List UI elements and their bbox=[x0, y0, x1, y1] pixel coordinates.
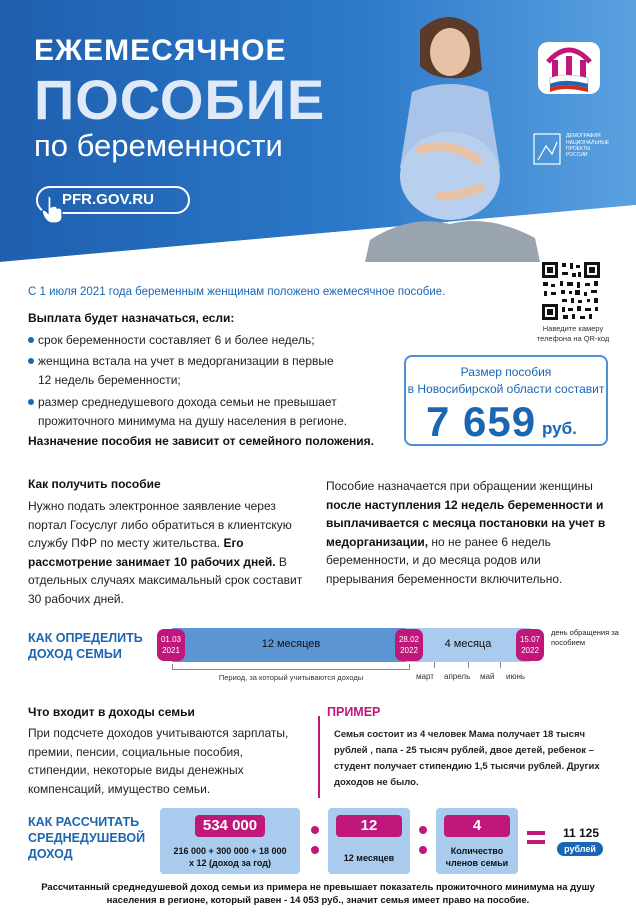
income-formula: 216 000 + 300 000 + 18 000 х 12 (доход за год) bbox=[173, 846, 287, 868]
income-total-value: 534 000 bbox=[195, 815, 265, 837]
timeline-label-12-months: 12 месяцев bbox=[261, 638, 321, 650]
qr-code-icon[interactable] bbox=[540, 260, 602, 322]
date-badge-application: 15.07 2022 bbox=[516, 629, 544, 661]
bullet-icon bbox=[28, 337, 34, 343]
condition-item: размер среднедушевого дохода семьи не превышает прожиточного минимума на душу населения в регионе. bbox=[28, 393, 398, 431]
application-day-label: день обращения за пособием bbox=[551, 628, 619, 647]
months-value: 12 bbox=[336, 815, 402, 837]
title-line-1: ЕЖЕМЕСЯЧНОЕ bbox=[34, 34, 287, 67]
conditions-heading: Выплата будет назначаться, если: bbox=[28, 311, 235, 325]
amount-caption-line-1: Размер пособия bbox=[460, 365, 552, 379]
month-tick bbox=[434, 662, 435, 668]
month-tick bbox=[500, 662, 501, 668]
income-composition-text: При подсчете доходов учитываются зарплаты, премии, пенсии, социальные пособия, стипендии, некоторые виды денежных компенсаций, имущество семьи. bbox=[28, 726, 289, 796]
result-value: 11 125 bbox=[562, 826, 600, 840]
title-line-3: по беременности bbox=[34, 128, 283, 163]
hand-cursor-icon bbox=[40, 194, 64, 224]
title-line-2: ПОСОБИЕ bbox=[34, 68, 326, 131]
income-period-bracket bbox=[172, 664, 410, 670]
header-banner bbox=[0, 0, 636, 262]
division-sign-icon bbox=[414, 820, 432, 864]
how-to-get-heading: Как получить пособие bbox=[28, 477, 161, 491]
condition-item: женщина встала на учет в медорганизации в первые 12 недель беременности; bbox=[28, 352, 398, 390]
division-sign-icon bbox=[306, 820, 324, 864]
example-heading: ПРИМЕР bbox=[327, 705, 381, 719]
month-tick bbox=[468, 662, 469, 668]
date-badge-end: 28.02 2022 bbox=[395, 629, 423, 661]
assignment-text: Пособие назначается при обращении женщины после наступления 12 недель беременности и выплачивается с месяца постановки на учет в медорганизации, но не ранее 6 недель беременности, и до месяца родов или прерывания беременности включительно. bbox=[326, 479, 606, 586]
date-badge-start: 01.03 2021 bbox=[157, 629, 185, 661]
month-label: март bbox=[416, 672, 434, 681]
members-value: 4 bbox=[444, 815, 510, 837]
example-text: Семья состоит из 4 человек Мама получает 18 тысяч рублей , папа - 25 тысяч рублей, двое детей, ребенок – студент получает стипендию 1,5 тысячи рублей. Других доходов не было. bbox=[334, 729, 600, 788]
amount-unit: руб. bbox=[542, 419, 577, 438]
month-label: июнь bbox=[506, 672, 526, 681]
income-period-heading-line-2: ДОХОД СЕМЬИ bbox=[28, 647, 122, 661]
calc-heading-line-2: СРЕДНЕДУШЕВОЙ bbox=[28, 831, 146, 845]
national-projects-text: НАЦИОНАЛЬНЫЕ ПРОЕКТЫ РОССИИ bbox=[566, 140, 610, 158]
pfr-logo-icon bbox=[538, 42, 600, 94]
income-period-heading-line-1: КАК ОПРЕДЕЛИТЬ bbox=[28, 631, 143, 645]
members-caption: Количество членов семьи bbox=[445, 846, 509, 868]
marital-status-note: Назначение пособия не зависит от семейного положения. bbox=[28, 434, 374, 448]
timeline-label-4-months: 4 месяца bbox=[444, 638, 492, 650]
qr-caption: Наведите камеру телефона на QR-код bbox=[536, 324, 610, 343]
equals-sign-icon bbox=[527, 831, 545, 849]
month-label: апрель bbox=[444, 672, 471, 681]
website-link[interactable]: PFR.GOV.RU bbox=[62, 191, 154, 208]
calc-heading-line-3: ДОХОД bbox=[28, 847, 73, 861]
national-projects-title: ДЕМОГРАФИЯ bbox=[566, 133, 601, 139]
income-period-caption: Период, за который учитываются доходы bbox=[218, 673, 364, 682]
pregnant-woman-illustration bbox=[350, 0, 550, 262]
result-unit: рублей bbox=[557, 842, 603, 856]
footer-conclusion: Рассчитанный среднедушевой доход семьи из примера не превышает показатель прожиточного минимума на душу населения в регионе, который равен - 14 053 руб., значит семья имеет право на пособие. bbox=[41, 882, 595, 906]
example-divider bbox=[318, 716, 320, 798]
how-to-get-text: Нужно подать электронное заявление через портал Госуслуг либо обратиться в клиентскую службу ПФР по месту жительства. Его рассмотрение занимает 10 рабочих дней. В отдельных случаях максимальный срок составит 30 рабочих дней. bbox=[28, 499, 303, 606]
bullet-icon bbox=[28, 399, 34, 405]
income-composition-heading: Что входит в доходы семьи bbox=[28, 705, 195, 719]
months-caption: 12 месяцев bbox=[343, 853, 395, 863]
intro-text: С 1 июля 2021 года беременным женщинам положено ежемесячное пособие. bbox=[28, 286, 446, 298]
amount-caption-line-2: в Новосибирской области составит bbox=[407, 382, 605, 396]
calc-heading-line-1: КАК РАССЧИТАТЬ bbox=[28, 815, 140, 829]
amount-value: 7 659 bbox=[426, 398, 537, 445]
bullet-icon bbox=[28, 358, 34, 364]
month-label: май bbox=[480, 672, 495, 681]
condition-item: срок беременности составляет 6 и более недель; bbox=[28, 331, 315, 350]
